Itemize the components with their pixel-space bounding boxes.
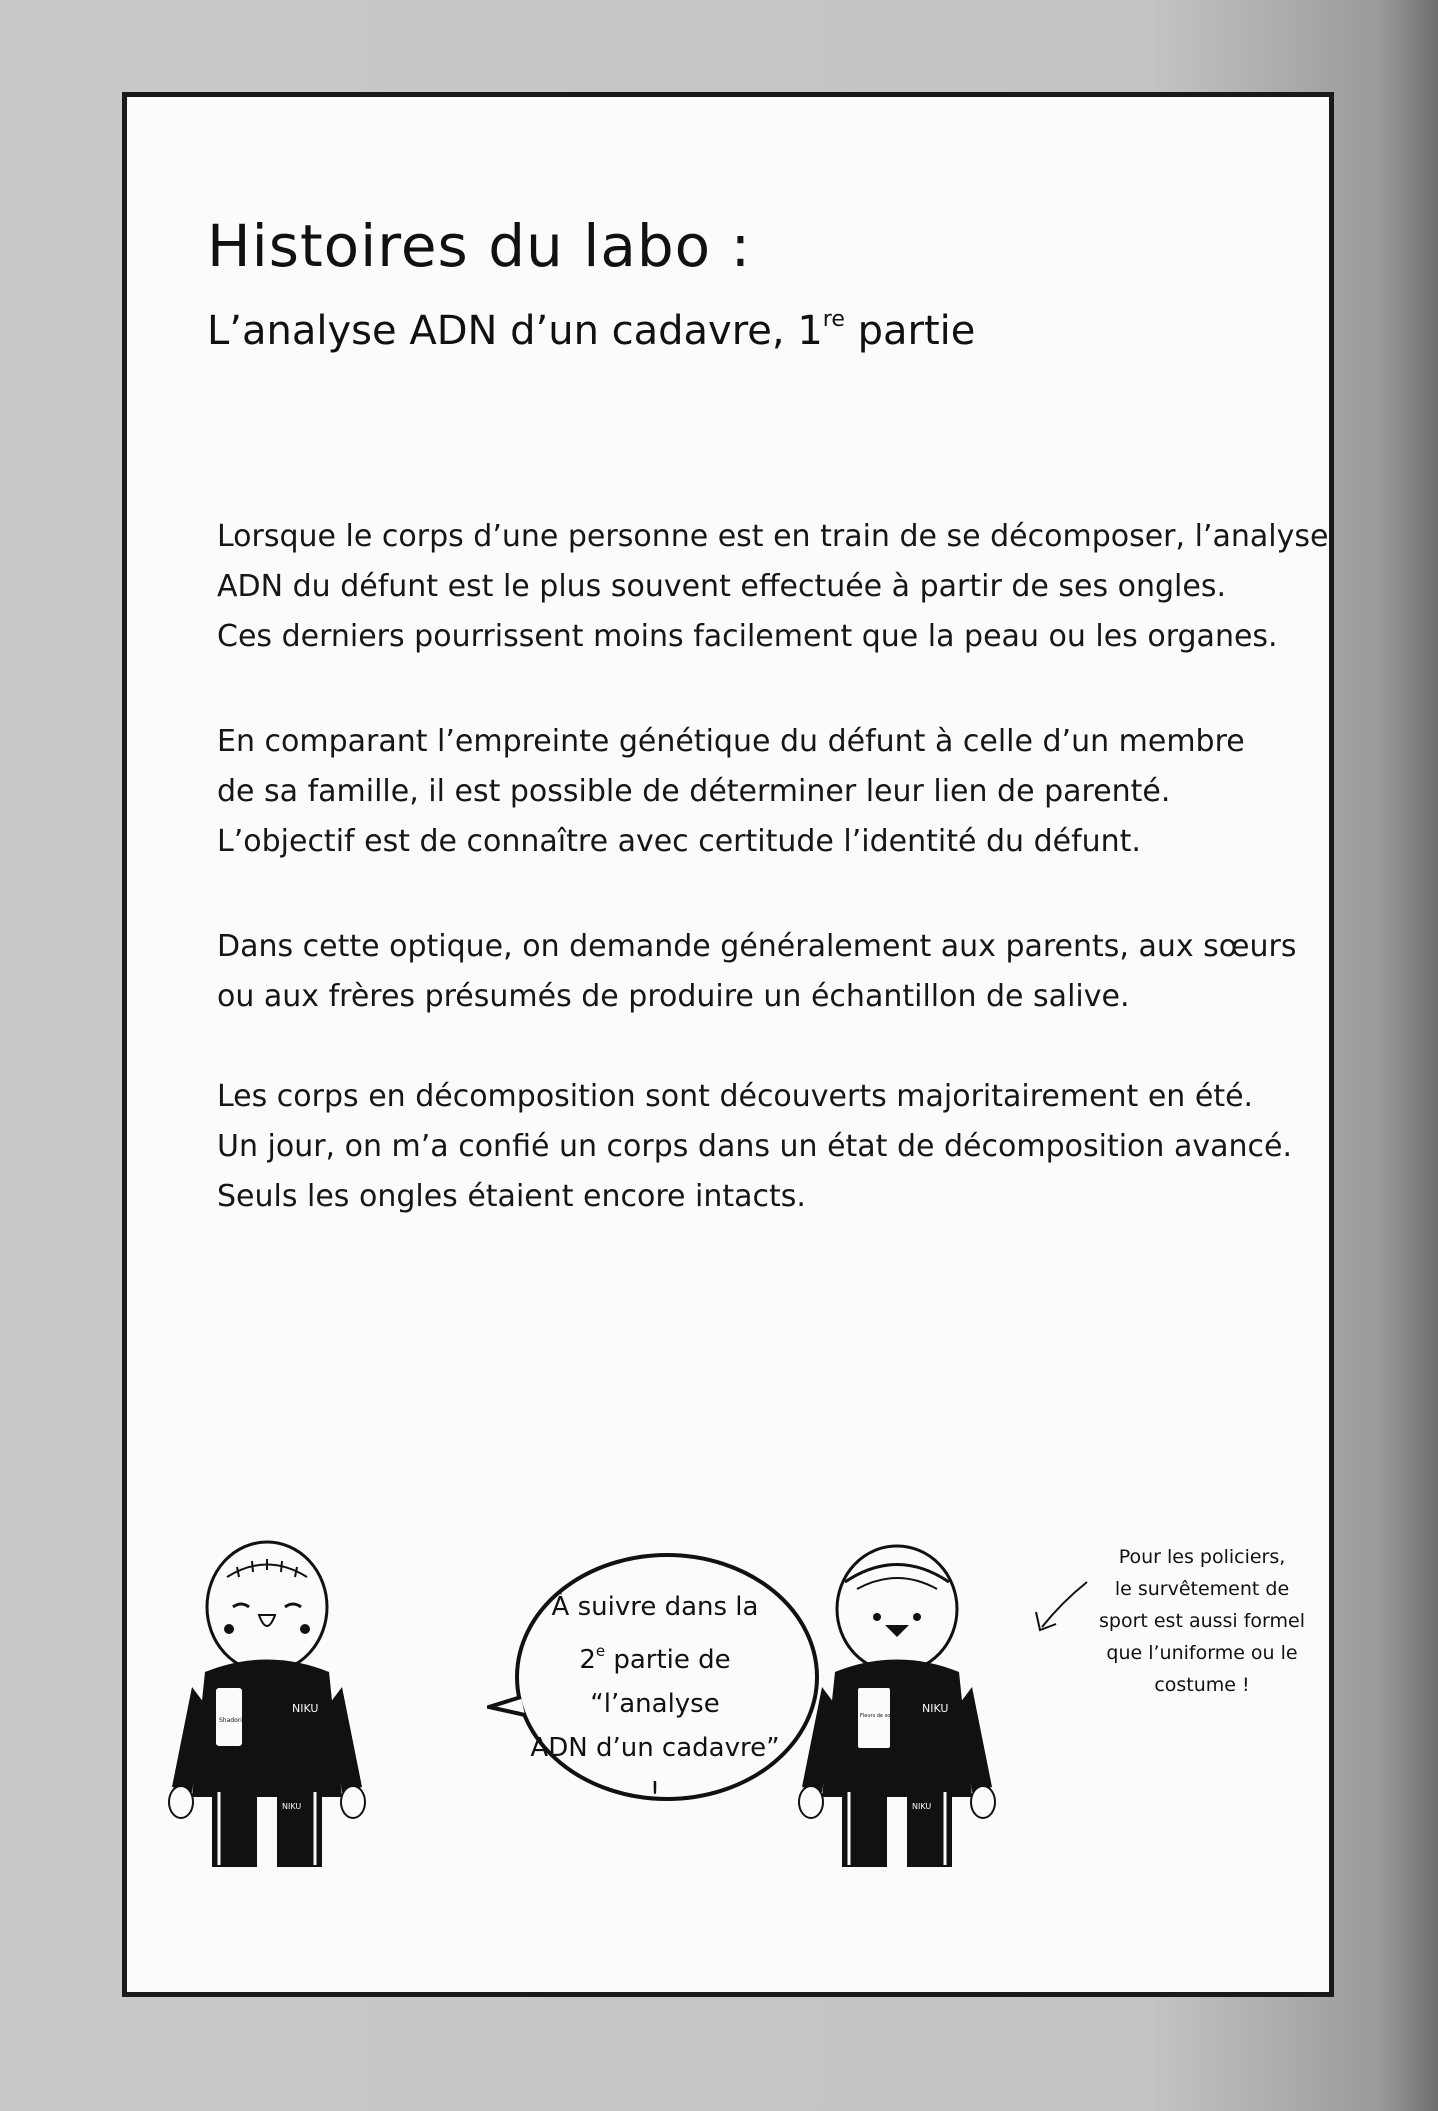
jacket-logo-left: NIKU (292, 1702, 319, 1715)
paragraph-line: Lorsque le corps d’une personne est en train de se décomposer, l’analyse (217, 519, 1329, 554)
note-line: costume ! (1154, 1674, 1250, 1696)
note-line: sport est aussi formel (1098, 1610, 1306, 1632)
page-title: Histoires du labo : (207, 212, 752, 280)
paragraph-4 (217, 1072, 1292, 1222)
badge-right: Fleurs de soleil (860, 1713, 898, 1719)
bubble-line-1: À suivre dans la (551, 1592, 759, 1622)
paragraph-line: En comparant l’empreinte génétique du défunt à celle d’un membre (217, 724, 1245, 759)
paragraph-line: Les corps en décomposition sont découverts majoritairement en été. (217, 1079, 1254, 1114)
paragraph-3 (217, 922, 1297, 1022)
page-subtitle (207, 307, 975, 354)
bubble-line-2-rest: partie de “l’analyse (590, 1645, 731, 1719)
note-line: que l’uniforme ou le (1106, 1642, 1298, 1664)
subtitle-ordinal: re (822, 307, 845, 332)
paragraph-line: Un jour, on m’a confié un corps dans un état de décomposition avancé. (217, 1129, 1292, 1164)
jacket-logo-right: NIKU (922, 1702, 949, 1715)
comic-page (122, 92, 1334, 1997)
bubble-part-ordinal: e (595, 1642, 606, 1660)
pants-logo-left: NIKU (282, 1802, 302, 1811)
paragraph-line: de sa famille, il est possible de déterminer leur lien de parenté. (217, 774, 1171, 809)
paragraph-line: L’objectif est de connaître avec certitude l’identité du défunt. (217, 824, 1141, 859)
bubble-part-number: 2 (579, 1645, 596, 1675)
badge-left: Shadorita (219, 1717, 248, 1724)
paragraph-line: Ces derniers pourrissent moins facilement que la peau ou les organes. (217, 619, 1278, 654)
penguin-character-left (167, 1537, 367, 1877)
pants-logo-right: NIKU (912, 1802, 932, 1811)
bubble-line-3: ADN d’un cadavre” ! (530, 1733, 780, 1807)
penguin-character-right (797, 1537, 997, 1877)
subtitle-text: L’analyse ADN d’un cadavre, 1 (207, 308, 823, 354)
paragraph-line: Dans cette optique, on demande généralement aux parents, aux sœurs (217, 929, 1297, 964)
side-note (1082, 1541, 1322, 1701)
subtitle-after: partie (844, 308, 976, 354)
note-line: Pour les policiers, (1118, 1546, 1286, 1568)
paragraph-line: ADN du défunt est le plus souvent effectuée à partir de ses ongles. (217, 569, 1226, 604)
paragraph-2 (217, 717, 1277, 867)
note-line: le survêtement de (1114, 1578, 1290, 1600)
paragraph-line: Seuls les ongles étaient encore intacts. (217, 1179, 806, 1214)
bubble-line-2 (525, 1629, 785, 1726)
paragraph-1 (217, 512, 1329, 662)
speech-bubble-text (525, 1585, 785, 1814)
paragraph-line: ou aux frères présumés de produire un échantillon de salive. (217, 979, 1130, 1014)
